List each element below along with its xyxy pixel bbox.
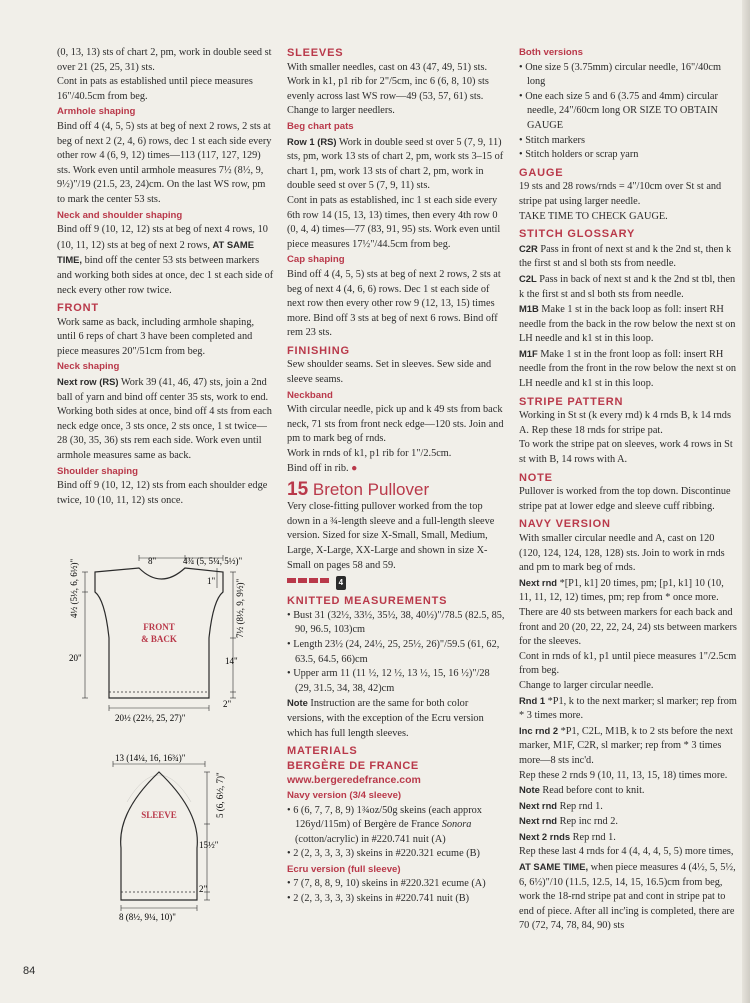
subheading-shoulder: Shoulder shaping — [57, 465, 139, 477]
text: 6 (6, 7, 7, 8, 9) 1¾oz/50g skeins (each approx 126yd/115m) of Bergère de France — [293, 804, 482, 831]
brand-url: www.bergeredefrance.com — [287, 774, 421, 787]
text: Length 23½ (24, 24½, 25, 25½, 26)"/59.5 (61, 62, 63.5, 64.5, 66)cm — [293, 638, 500, 665]
sleeve-schematic — [57, 752, 275, 922]
paragraph: Bind off 4 (4, 5, 5) sts at beg of next 2 rows, 2 sts at beg of next 4 (4, 6, 6) rows. Dec 1 st each side of next row then every other row 9 (12, 13, 15) times more. Bind off 3 sts at beg of next 6 rows. Bind off rem 23 sts. — [287, 268, 501, 339]
paragraph: Work same as back, including armhole shaping, until 6 reps of chart 3 have been completed and piece measures 20"/51cm from beg. — [57, 316, 255, 357]
emphasis: Next rnd — [519, 815, 558, 827]
dim-cap: 5 (6, 6½, 7)" — [215, 772, 225, 818]
heading-navy-version: NAVY VERSION — [519, 518, 611, 531]
paragraph: 19 sts and 28 rows/rnds = 4"/10cm over St st and stripe pat using larger needle. — [519, 181, 722, 207]
text: *[P1, k1] 20 times, pm; [p1, k1] 10 (10, 11, 11, 12, 12) times, pm; rep from * once more. There are 40 sts between markers for each back and front and 20 (20, 22, 22, 24, 24) sts between markers for the sleeves. — [519, 577, 737, 648]
text: Rep rnd 1. — [559, 800, 603, 812]
paragraph: Very close-fitting pullover worked from the top down in a ¾-length sleeve and a full-length sleeve version. Sized for size X-Small, Small, Medium, Large, X-Large, XX-Large and shown in size X-Small on pages 58 and 59. — [287, 501, 495, 571]
text: Bind off 9 (10, 12, 12) sts at beg of next 4 rows, 10 (10, 11, 12) sts at beg of next 2 rows, — [57, 224, 268, 251]
paragraph — [519, 845, 738, 934]
subheading-neck: Neck and shoulder shaping — [57, 209, 183, 221]
end-bullet-icon: ● — [351, 462, 358, 474]
list-item: • One each size 5 and 6 (3.75 and 4mm) circular needle, 24"/60cm long OR SIZE TO OBTAIN GAUGE — [519, 90, 718, 131]
paragraph: Bind off 9 (10, 12, 12) sts from each shoulder edge twice, 10 (10, 11, 12) sts once. — [57, 480, 268, 506]
list-item: • Upper arm 11 (11 ½, 12 ½, 13 ½, 15, 16 ½)"/28 (29, 31.5, 34, 38, 42)cm — [287, 668, 490, 694]
paragraph — [57, 223, 275, 298]
subheading-ecru: Ecru version (full sleeve) — [287, 863, 401, 875]
paragraph: To work the stripe pat on sleeves, work 4 rows in St st with B, 14 rows with A. — [519, 439, 733, 466]
paragraph: (0, 13, 13) sts of chart 2, pm, work in double seed st over 21 (25, 25, 31) sts. — [57, 47, 272, 73]
paragraph — [57, 375, 275, 405]
text: Instruction are the same for both color versions, with the exception of the Ecru version which has full length sleeves. — [287, 698, 484, 739]
text: Stitch markers — [525, 134, 585, 146]
emphasis: Note — [519, 784, 540, 796]
paragraph: Work in rnds of k1, p1 rib for 1"/2.5cm. — [287, 448, 452, 460]
skill-level — [287, 575, 505, 591]
column-3 — [519, 46, 738, 934]
diagram-label-sleeve: SLEEVE — [141, 810, 177, 820]
text: Bust 31 (32½, 33½, 35½, 38, 40½)"/78.5 (82.5, 85, 90, 96.5, 103)cm — [293, 609, 505, 636]
text: Make 1 st in the front loop as foll: insert RH needle from the front in the row below the next st on LH needle and k1 st in this loop. — [519, 348, 737, 390]
emphasis: Note — [287, 697, 308, 709]
emphasis: M1F — [519, 347, 538, 359]
text: Rep rnd 1. — [572, 831, 616, 843]
emphasis: AT SAME TIME, — [57, 238, 254, 266]
dim-sleeve-top: 13 (14¼, 16, 16¾)" — [115, 753, 186, 763]
heading-stripe-pattern: STRIPE PATTERN — [519, 395, 624, 408]
text: Pass in back of next st and k the 2nd st tbl, then k the first st and sl both sts from needle. — [519, 273, 736, 300]
heading-note: NOTE — [519, 471, 553, 484]
paragraph: With circular needle, pick up and k 49 sts from back neck, 71 sts from front neck edge—120 sts. Join and pm to mark beg of rnds. — [287, 404, 504, 445]
emphasis: C2R — [519, 242, 538, 254]
subheading-both: Both versions — [519, 47, 583, 58]
heading-measurements: KNITTED MEASUREMENTS — [287, 595, 448, 608]
list-item: • 2 (2, 3, 3, 3, 3) skeins in #220.321 ecume (B) — [287, 848, 480, 860]
paragraph — [287, 462, 505, 477]
emphasis: Rnd 1 — [519, 694, 546, 706]
body-schematic — [57, 548, 275, 728]
text: 7 (7, 8, 8, 9, 10) skeins in #220.321 ecume (A) — [293, 878, 486, 890]
dim-neck-width: 8" — [148, 556, 157, 566]
text: One each size 5 and 6 (3.75 and 4mm) circular needle, 24"/60cm long OR SIZE TO OBTAIN GAUGE — [525, 90, 718, 131]
text: *P1, k to the next marker; sl marker; rep from * 3 times more. — [519, 695, 737, 722]
text: Upper arm 11 (11 ½, 12 ½, 13 ½, 15, 16 ½)"/28 (29, 31.5, 34, 38, 42)cm — [293, 668, 490, 694]
paragraph: Working both sides at once, bind off 4 sts from each neck edge once, 3 sts once, 2 sts once, 1 st twice—28 (30, 35, 36) sts rem each side. Work even until armhole measures same as back. — [57, 406, 272, 462]
heading-gauge: GAUGE — [519, 166, 564, 179]
text: 2 (2, 3, 3, 3, 3) skeins in #220.321 ecume (B) — [293, 848, 480, 860]
paragraph — [287, 135, 505, 194]
paragraph: TAKE TIME TO CHECK GAUGE. — [519, 210, 668, 222]
list-item: • Stitch holders or scrap yarn — [519, 149, 639, 161]
subheading-front-neck: Neck shaping — [57, 361, 120, 373]
column-1 — [57, 46, 275, 508]
diagram-label-back: & BACK — [141, 634, 177, 644]
list-item: • 6 (6, 7, 7, 8, 9) 1¾oz/50g skeins (each approx 126yd/115m) of Bergère de France Sonora (cotton/acrylic) in #220.741 nuit (A) — [287, 804, 482, 845]
list-item: • 7 (7, 8, 8, 9, 10) skeins in #220.321 ecume (A) — [287, 878, 486, 890]
paragraph — [519, 783, 738, 799]
dim-armhole: 7½ (8½, 9, 9½)" — [235, 578, 245, 638]
paragraph — [519, 814, 738, 830]
body-schematic-svg — [57, 548, 275, 728]
paragraph: Cont in pats as established, inc 1 st each side every 6th row 14 (15, 13, 13) times, then every 4th row 0 (0, 4, 4) times—77 (83, 91, 95) sts. Work even until piece measures 17½"/44.5cm from beg. — [287, 194, 501, 250]
text: One size 5 (3.75mm) circular needle, 16"/40cm long — [525, 61, 721, 88]
paragraph — [519, 272, 738, 302]
emphasis: C2L — [519, 272, 537, 284]
paragraph: Working in St st (k every rnd) k 4 rnds B, k 14 rnds A. Rep these 18 rnds for stripe pat. — [519, 410, 731, 436]
paragraph: Pullover is worked from the top down. Discontinue stripe pat at lower edge and sleeve cuff ribbing. — [519, 486, 731, 512]
heading-finishing: FINISHING — [287, 344, 350, 357]
heading-sleeves: SLEEVES — [287, 47, 344, 59]
dim-cuff: 2" — [199, 884, 208, 894]
emphasis: M1B — [519, 303, 539, 315]
paragraph: Cont in pats as established until piece measures 16"/40.5cm from beg. — [57, 76, 253, 102]
paragraph: Bind off 4 (4, 5, 5) sts at beg of next 2 rows, 2 sts at beg of next 2 (2, 4, 6) rows, dec 1 st each side every other row 4 (6, 9, 12) times—113 (117, 127, 129) sts. Work even until armhole measures 7½ (8½, 9, 9½)"/19 (21.5, 23, 24)cm. On the last WS row, pm to mark the center 53 sts. — [57, 120, 272, 205]
yarn-name: Sonora — [441, 819, 472, 831]
list-item: • One size 5 (3.75mm) circular needle, 16"/40cm long — [519, 61, 721, 88]
text: Work in double seed st over 5 (7, 9, 11) sts, pm, work 13 sts of chart 2, pm, work sts 3–15 of chart 1, pm, work 13 sts of chart 2, pm, work in double seed st over 5 (7, 9, 11) sts. — [287, 136, 504, 192]
skill-number: 4 — [336, 576, 346, 591]
paragraph — [287, 696, 505, 741]
text: Rep these last 4 rnds for 4 (4, 4, 4, 5, 5) more times, — [519, 846, 734, 858]
paragraph: With smaller needles, cast on 43 (47, 49, 51) sts. Work in k1, p1 rib for 2"/5cm, inc 6 (6, 8, 10) sts evenly across last WS row—49 (53, 57, 61) sts. Change to larger needlers. — [287, 61, 489, 117]
text: 2 (2, 3, 3, 3, 3) skeins in #220.741 nuit (B) — [293, 893, 470, 905]
dim-rib: 2" — [223, 699, 232, 709]
emphasis: Next 2 rnds — [519, 830, 571, 842]
dim-neck-drop: 1" — [207, 576, 216, 586]
paragraph: Cont in rnds of k1, p1 until piece measures 1"/2.5cm from beg. — [519, 650, 737, 677]
paragraph — [519, 576, 738, 650]
text: Read before cont to knit. — [542, 785, 645, 797]
emphasis: AT SAME TIME, — [519, 861, 589, 873]
text: bind off the center 53 sts between markers and working both sides at once, dec 1 st each side of neck every other row twice. — [57, 255, 274, 296]
subheading-armhole: Armhole shaping — [57, 106, 136, 118]
paragraph: Sew shoulder seams. Set in sleeves. Sew side and sleeve seams. — [287, 359, 492, 386]
page-number: 84 — [23, 965, 36, 977]
heading-stitch-glossary: STITCH GLOSSARY — [519, 228, 636, 241]
sleeve-schematic-svg — [57, 752, 275, 922]
diagram-label-front: FRONT — [143, 622, 175, 632]
list-item: • Stitch markers — [519, 134, 585, 146]
paragraph — [519, 242, 738, 272]
skill-bars-icon — [287, 575, 333, 591]
emphasis: Inc rnd 2 — [519, 724, 559, 736]
paragraph — [519, 830, 738, 846]
text: when piece measures 4 (4½, 5, 5½, 6, 6½)"/10 (11.5, 12.5, 14, 15, 16.5)cm from beg, work the 18-rnd stripe pat and cont in stripe pat to end of piece. After all inc'ing is completed, there are 70 (72, 74, 78, 84, 90) sts — [519, 862, 736, 932]
dim-sleeve-length: 15½" — [199, 840, 219, 850]
text: Pass in front of next st and k the 2nd st, then k the first st and sl both sts from needle. — [519, 243, 732, 270]
paragraph: With smaller circular needle and A, cast on 120 (120, 124, 124, 128, 128) sts. Join to work in rnds and pm to mark beg of rnds. — [519, 533, 725, 574]
text: Make 1 st in the back loop as foll: insert RH needle from the back in the row below the next st on LH needle and k1 st in this loop. — [519, 304, 736, 345]
text: *P1, C2L, M1B, k to 2 sts before the next marker, M1F, C2R, sl marker; rep from * 3 times more—8 sts inc'd. — [519, 725, 733, 766]
paragraph — [519, 799, 738, 815]
brand-name: BERGÈRE DE FRANCE — [287, 759, 419, 772]
list-item: • 2 (2, 3, 3, 3, 3) skeins in #220.741 nuit (B) — [287, 893, 470, 905]
dim-width: 20½ (22½, 25, 27)" — [115, 713, 186, 723]
emphasis: Row 1 (RS) — [287, 135, 337, 147]
text: Work 39 (41, 46, 47) sts, join a 2nd ball of yarn and bind off center 35 sts, work to end. — [57, 377, 269, 403]
subheading-beg-chart: Beg chart pats — [287, 120, 354, 132]
paragraph — [519, 302, 738, 347]
paragraph — [519, 347, 738, 392]
dim-sleeve-bottom: 8 (8½, 9¼, 10)" — [119, 912, 176, 922]
paragraph: Rep these 2 rnds 9 (10, 11, 13, 15, 18) times more. — [519, 769, 728, 781]
pattern-number: 15 — [287, 479, 309, 501]
pattern-title — [287, 480, 505, 500]
column-2 — [287, 46, 505, 907]
subheading-neckband: Neckband — [287, 389, 333, 401]
dim-shoulder: 4¾ (5, 5¼, 5½)" — [183, 556, 243, 566]
emphasis: Next row (RS) — [57, 376, 119, 388]
text: Bind off in rib. — [287, 462, 349, 474]
dim-side: 14" — [225, 656, 238, 666]
subheading-cap: Cap shaping — [287, 254, 345, 266]
dim-shoulder-slope: 4½ (5½, 6, 6½)" — [69, 558, 79, 618]
emphasis: Next rnd — [519, 799, 558, 811]
list-item: • Bust 31 (32½, 33½, 35½, 38, 40½)"/78.5 (82.5, 85, 90, 96.5, 103)cm — [287, 609, 505, 636]
dim-length: 20" — [69, 653, 82, 663]
heading-materials: MATERIALS — [287, 745, 358, 758]
list-item: • Length 23½ (24, 24½, 25, 25½, 26)"/59.5 (61, 62, 63.5, 64.5, 66)cm — [287, 638, 500, 665]
text: Stitch holders or scrap yarn — [525, 149, 639, 161]
emphasis: Next rnd — [519, 576, 558, 588]
paragraph: Change to larger circular needle. — [519, 679, 654, 691]
subheading-navy: Navy version (3/4 sleeve) — [287, 789, 402, 801]
heading-front: FRONT — [57, 302, 99, 315]
page-edge — [742, 0, 750, 1003]
paragraph — [519, 694, 738, 724]
text: Rep inc rnd 2. — [559, 816, 618, 828]
paragraph — [519, 724, 738, 769]
text: (cotton/acrylic) in #220.741 nuit (A) — [295, 833, 446, 845]
pattern-name: Breton Pullover — [312, 480, 430, 500]
